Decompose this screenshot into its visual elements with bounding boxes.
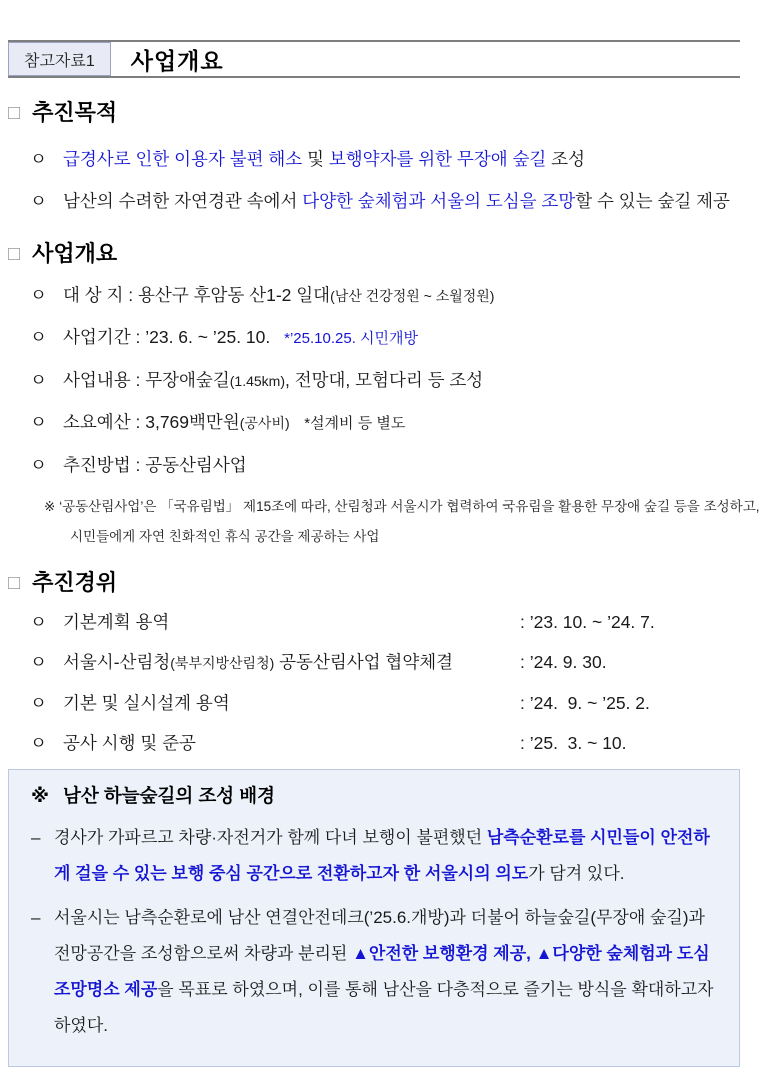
section-heading-purpose	[8, 100, 772, 126]
overview-item-scope	[8, 366, 772, 395]
item-label: 사업내용 :	[63, 370, 146, 390]
item-label: 추진방법 :	[63, 455, 146, 475]
item-value: 용산구 후암동 산1-2 일대(남산 건강정원 ~ 소월정원)	[138, 285, 495, 305]
item-label: 소요예산 :	[63, 412, 146, 432]
note-paragraph-1	[23, 820, 725, 892]
overview-item-site-text	[63, 281, 772, 310]
purpose-bullet-2	[8, 183, 772, 219]
history-row-construction	[8, 729, 772, 757]
section-title-purpose: 추진목적	[32, 100, 118, 125]
section-heading-overview	[8, 241, 772, 267]
dash-bullet-icon: –	[31, 908, 41, 927]
reference-tag-box	[8, 42, 111, 76]
circle-bullet-icon: ㅇ	[30, 612, 47, 632]
circle-bullet-icon: ㅇ	[30, 191, 47, 211]
item-value: ’23. 6. ~ ’25. 10. *’25.10.25. 시민개방	[145, 327, 418, 347]
history-label: 공사 시행 및 준공	[63, 733, 196, 753]
reference-tag-label: 참고자료1	[24, 52, 95, 70]
history-label: 서울시-산림청(북부지방산림청) 공동산림사업 협약체결	[63, 652, 454, 672]
overview-item-budget	[8, 408, 772, 438]
overview-item-method	[8, 451, 772, 479]
square-bullet-icon: □	[8, 243, 21, 265]
purpose-bullet-2-text: 남산의 수려한 자연경관 속에서 다양한 숲체험과 서울의 도심을 조망할 수 있는 숲길 제공	[63, 191, 730, 211]
background-note-box	[8, 769, 740, 1067]
circle-bullet-icon: ㅇ	[30, 285, 47, 305]
circle-bullet-icon: ㅇ	[30, 455, 47, 475]
item-value: 무장애숲길(1.45km), 전망대, 모험다리 등 조성	[145, 370, 484, 390]
asterisk-note-icon: ※	[31, 785, 49, 806]
purpose-bullet-1-text: 급경사로 인한 이용자 불편 해소 및 보행약자를 위한 무장애 숲길 조성	[63, 149, 585, 169]
overview-list	[8, 281, 772, 479]
overview-item-period	[8, 323, 772, 353]
item-value: 3,769백만원(공사비) *설계비 등 별도	[145, 412, 406, 432]
circle-bullet-icon: ㅇ	[30, 693, 47, 713]
note-paragraph-2	[23, 900, 725, 1044]
section-heading-history	[8, 570, 772, 596]
history-label: 기본 및 실시설계 용역	[63, 693, 230, 713]
circle-bullet-icon: ㅇ	[30, 327, 47, 347]
purpose-list	[8, 141, 772, 219]
square-bullet-icon: □	[8, 572, 21, 594]
note-paragraph-1-text: 경사가 가파르고 차량·자전거가 함께 다녀 보행이 불편했던 남측순환로를 시민들이 안전하게 걸을 수 있는 보행 중심 공간으로 전환하고자 한 서울시의 의도가 담겨 있다.	[54, 828, 710, 883]
footnote-text: ‘공동산림사업’은 「국유림법」 제15조에 따라, 산림청과 서울시가 협력하여 국유림을 활용한 무장애 숲길 등을 조성하고, 시민들에게 자연 친화적인 휴식 공간을 제공하는 사업	[59, 499, 760, 544]
item-label: 사업기간 :	[63, 327, 146, 347]
overview-item-method-text	[63, 451, 772, 479]
section-title-history: 추진경위	[32, 570, 118, 595]
history-row-design	[8, 689, 772, 717]
item-label: 대 상 지 :	[63, 285, 139, 305]
circle-bullet-icon: ㅇ	[30, 370, 47, 390]
history-list	[8, 608, 772, 757]
overview-item-site	[8, 281, 772, 310]
purpose-bullet-1	[8, 141, 772, 177]
document-title: 사업개요	[130, 47, 224, 74]
circle-bullet-icon: ㅇ	[30, 412, 47, 432]
circle-bullet-icon: ㅇ	[30, 149, 47, 169]
circle-bullet-icon: ㅇ	[30, 733, 47, 753]
history-date: : ’23. 10. ~ ’24. 7.	[520, 612, 655, 632]
overview-item-period-text	[63, 323, 772, 353]
document-body	[0, 100, 780, 757]
history-date: : ’24. 9. ~ ’25. 2.	[520, 693, 650, 713]
note-box-title: 남산 하늘숲길의 조성 배경	[63, 785, 276, 806]
history-row-plan	[8, 608, 772, 636]
circle-bullet-icon: ㅇ	[30, 652, 47, 672]
note-box-heading	[23, 782, 725, 810]
overview-item-scope-text	[63, 366, 772, 395]
history-date: : ’24. 9. 30.	[520, 652, 607, 672]
history-label: 기본계획 용역	[63, 612, 170, 632]
document-header	[8, 40, 740, 78]
section-title-overview: 사업개요	[32, 241, 118, 266]
asterisk-note-icon: ※	[44, 499, 56, 514]
footnote	[8, 492, 770, 552]
history-row-agreement	[8, 648, 772, 677]
item-value: 공동산림사업	[145, 455, 247, 475]
overview-item-budget-text	[63, 408, 772, 438]
note-paragraph-2-text: 서울시는 남측순환로에 남산 연결안전데크(’25.6.개방)과 더불어 하늘숲길(무장애 숲길)과 전망공간을 조성함으로써 차량과 분리된 ▲안전한 보행환경 제공, ▲다양한 숲체험과 도심 조망명소 제공을 목표로 하였으며, 이를 통해 남산을 다층적으로 즐기는 방식을 확대하고자 하였다.	[54, 908, 719, 1035]
square-bullet-icon: □	[8, 102, 21, 124]
history-date: : ’25. 3. ~ 10.	[520, 733, 627, 753]
dash-bullet-icon: –	[31, 828, 41, 847]
